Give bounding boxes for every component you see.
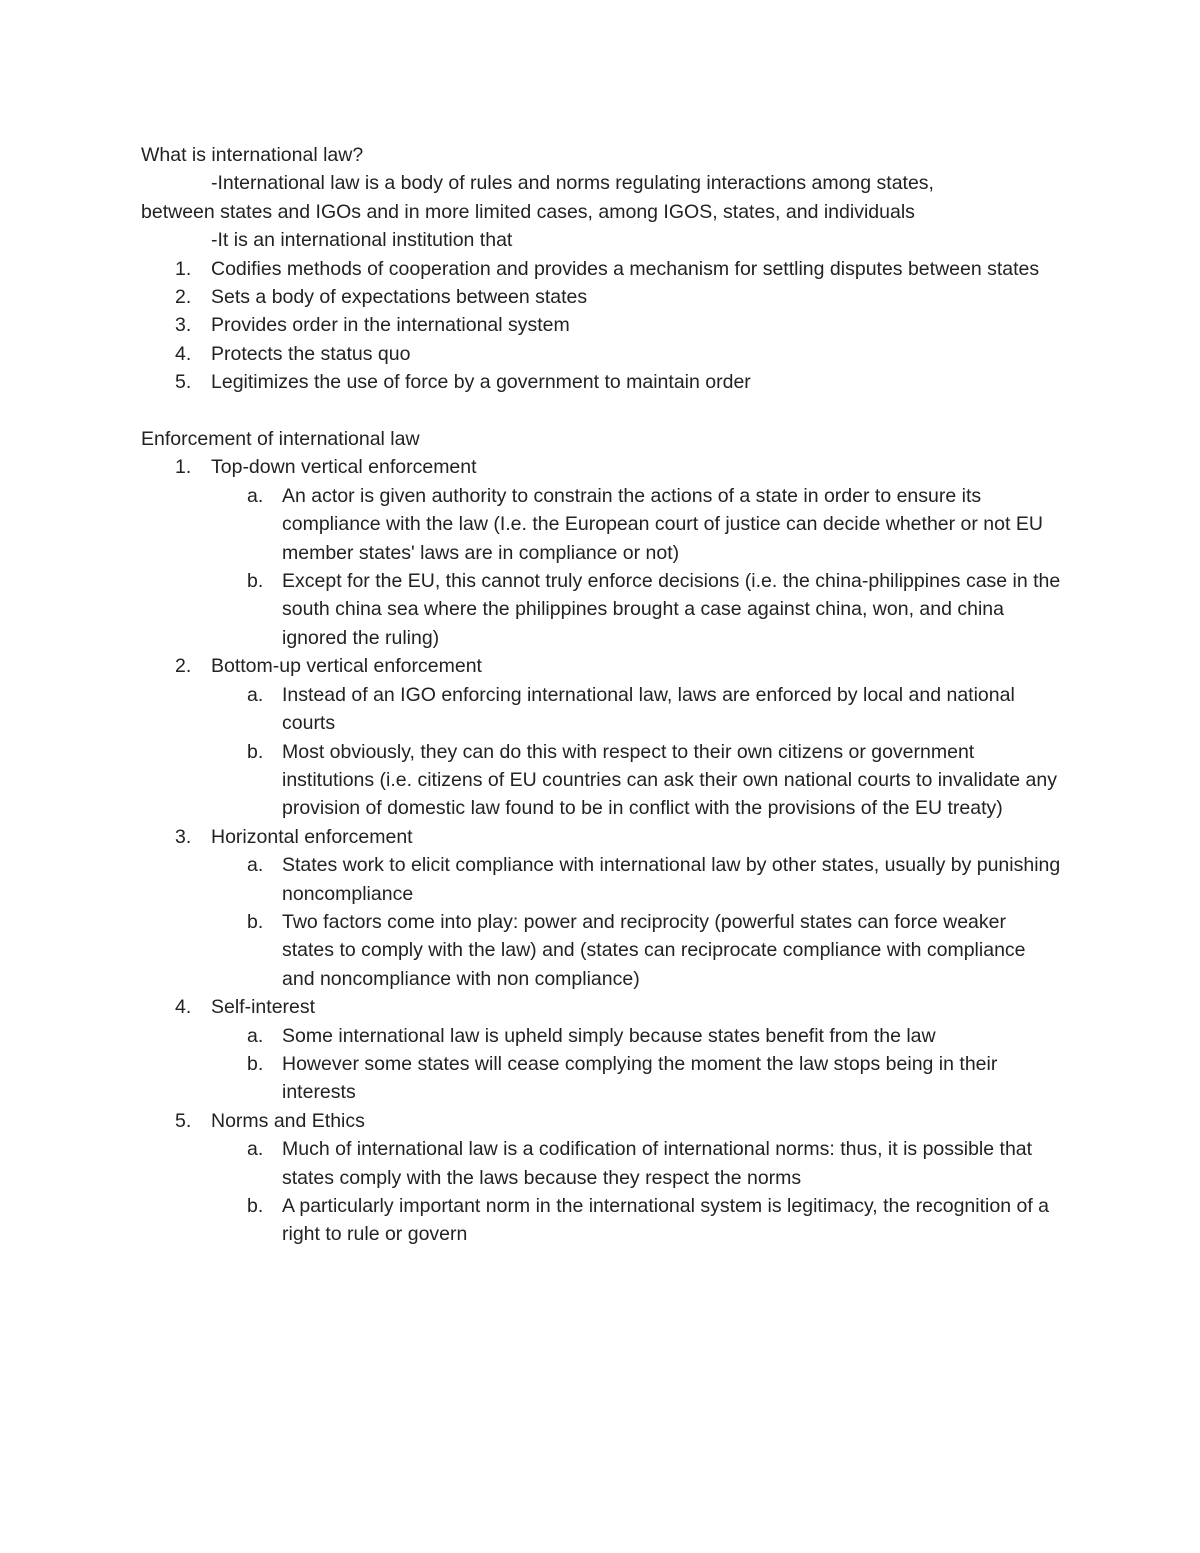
institution-functions-list xyxy=(141,255,1061,397)
sub-list-item xyxy=(141,482,1061,567)
list-number: 3. xyxy=(175,314,192,337)
list-item xyxy=(141,340,1061,368)
list-number: 1. xyxy=(175,456,192,479)
enforcement-list xyxy=(141,453,1061,1248)
list-item-text: Horizontal enforcement xyxy=(211,825,413,848)
sub-list-item xyxy=(141,1050,1061,1107)
intro-paragraph-line: -International law is a body of rules and norms regulating interactions among states, xyxy=(211,172,934,195)
intro-paragraph-line: between states and IGOs and in more limited cases, among IGOS, states, and individuals xyxy=(141,200,915,223)
list-item xyxy=(141,283,1061,311)
list-item xyxy=(141,453,1061,481)
list-item-text: Top-down vertical enforcement xyxy=(211,456,477,479)
section-heading-enforcement: Enforcement of international law xyxy=(141,428,420,451)
sub-list-letter: a. xyxy=(247,683,264,706)
list-item-text: Self-interest xyxy=(211,996,316,1019)
list-item-text: Provides order in the international system xyxy=(211,314,570,337)
sub-list-item xyxy=(141,851,1061,908)
list-item xyxy=(141,652,1061,680)
sub-list-item-text: An actor is given authority to constrain the actions of a state in order to ensure its compliance with the law (I.e. the European court of justice can decide whether or not EU member states' laws are in compliance or not) xyxy=(282,484,1043,564)
section-heading-what-is-international-law: What is international law? xyxy=(141,144,364,166)
sub-list-letter: a. xyxy=(247,854,264,877)
list-item xyxy=(141,823,1061,851)
sub-list-item-text: However some states will cease complying the moment the law stops being in their interests xyxy=(282,1052,998,1104)
list-item xyxy=(141,368,1061,396)
list-number: 4. xyxy=(175,342,192,365)
list-number: 1. xyxy=(175,257,192,280)
list-item-text: Norms and Ethics xyxy=(211,1109,365,1132)
list-item-text: Sets a body of expectations between states xyxy=(211,286,588,309)
sub-list-letter: a. xyxy=(247,484,264,507)
sub-list-letter: b. xyxy=(247,570,264,593)
sub-list-item-text: A particularly important norm in the international system is legitimacy, the recognition of a right to rule or govern xyxy=(282,1195,1049,1246)
sub-list-item-text: States work to elicit compliance with international law by other states, usually by punishing noncompliance xyxy=(282,854,1061,905)
list-item-text: Legitimizes the use of force by a government to maintain order xyxy=(211,371,751,394)
list-number: 3. xyxy=(175,825,192,848)
list-number: 5. xyxy=(175,1109,192,1132)
sub-list-item-text: Most obviously, they can do this with respect to their own citizens or government institutions (i.e. citizens of EU countries can ask their own national courts to invalidate any provision of domestic law found to be in conflict with the provisions of the EU treaty) xyxy=(282,740,1057,820)
list-item xyxy=(141,1107,1061,1135)
paragraph-spacer xyxy=(141,397,1061,425)
document-body xyxy=(141,141,1061,1249)
sub-list-letter: b. xyxy=(247,910,264,933)
sub-list-letter: a. xyxy=(247,1138,264,1161)
sub-list-item-text: Instead of an IGO enforcing international law, laws are enforced by local and national courts xyxy=(282,683,1015,735)
intro-institution-line: -It is an international institution that xyxy=(211,229,513,252)
list-number: 4. xyxy=(175,996,192,1019)
sub-list-letter: a. xyxy=(247,1024,264,1047)
sub-list-item-text: Much of international law is a codification of international norms: thus, it is possible that states comply with the laws because they respect the norms xyxy=(282,1138,1033,1189)
sub-list-letter: b. xyxy=(247,1052,264,1075)
list-item xyxy=(141,255,1061,283)
list-number: 2. xyxy=(175,655,192,678)
sub-list-item-text: Except for the EU, this cannot truly enforce decisions (i.e. the china-philippines case in the south china sea where the philippines brought a case against china, won, and china ignored the ruling) xyxy=(282,570,1061,649)
sub-list-item-text: Two factors come into play: power and reciprocity (powerful states can force weaker states to comply with the law) and (states can reciprocate compliance with compliance and noncompliance with non compliance) xyxy=(282,910,1026,990)
list-item xyxy=(141,993,1061,1021)
sub-list-item xyxy=(141,1135,1061,1192)
sub-list-letter: b. xyxy=(247,740,264,763)
sub-list-item xyxy=(141,1192,1061,1249)
sub-list-letter: b. xyxy=(247,1195,264,1218)
list-item-text: Protects the status quo xyxy=(211,342,411,365)
sub-list-item xyxy=(141,908,1061,993)
sub-list-item xyxy=(141,681,1061,738)
sub-list-item xyxy=(141,1022,1061,1050)
list-item-text: Codifies methods of cooperation and provides a mechanism for settling disputes between states xyxy=(211,257,1040,280)
sub-list-item-text: Some international law is upheld simply because states benefit from the law xyxy=(282,1024,936,1047)
sub-list-item xyxy=(141,738,1061,823)
list-item xyxy=(141,311,1061,339)
sub-list-item xyxy=(141,567,1061,652)
list-number: 5. xyxy=(175,371,192,394)
list-item-text: Bottom-up vertical enforcement xyxy=(211,655,482,678)
list-number: 2. xyxy=(175,286,192,309)
